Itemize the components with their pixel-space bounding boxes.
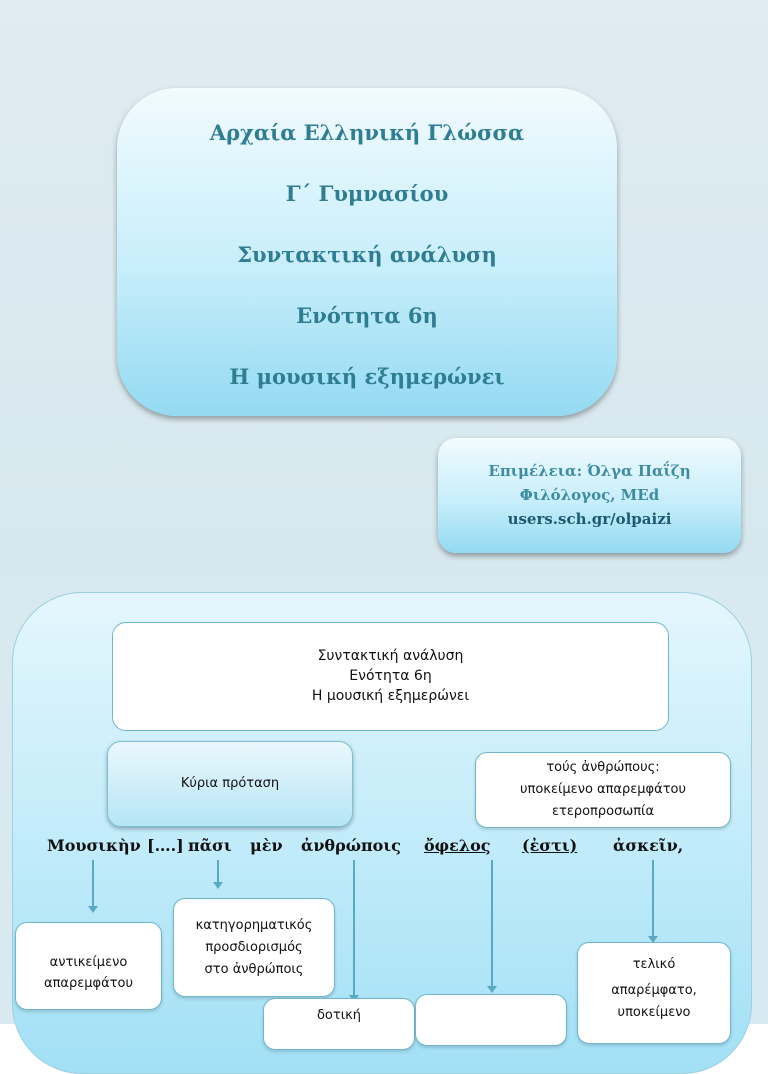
word-ofelos: ὄφελος (424, 836, 491, 855)
analysis-header (112, 622, 669, 731)
telik-line-2: απαρέμφατο, (611, 983, 697, 998)
arrow-head-2 (213, 882, 223, 889)
dotiki-line-1: δοτική (316, 1008, 362, 1023)
arrow-shaft-1 (92, 860, 94, 906)
word-esti: (ἐστι) (522, 836, 578, 855)
tous-line-1: τούς ἀνθρώπους: (546, 760, 660, 775)
header-line-topic: Συντακτική ανάλυση (317, 648, 464, 664)
dative-box (263, 998, 415, 1050)
topic-title: Συντακτική ανάλυση (237, 242, 497, 267)
arrow-shaft-5 (652, 860, 654, 936)
word-anthropois: ἀνθρώποις (301, 836, 401, 855)
telik-line-1: τελικό (632, 957, 676, 972)
antik-line-2: απαρεμφάτου (44, 976, 133, 991)
lesson-title: Η μουσική εξημερώνει (229, 364, 505, 389)
title-box (117, 88, 617, 416)
subject-title: Αρχαία Ελληνική Γλώσσα (209, 120, 525, 145)
word-men: μὲν (250, 836, 283, 855)
arrow-head-4 (487, 986, 497, 993)
tous-line-3: ετεροπροσωπία (551, 804, 655, 819)
word-pasi: πᾶσι (188, 836, 232, 855)
word-gap: [….] (147, 836, 184, 855)
arrow-shaft-3 (353, 860, 355, 995)
arrow-head-1 (88, 906, 98, 913)
object-infinitive-box (15, 922, 162, 1010)
word-mousikin: Μουσικὴν (47, 836, 141, 855)
predicative-box (173, 898, 335, 997)
word-askein: ἀσκεῖν, (613, 836, 684, 855)
unit-title: Ενότητα 6η (296, 303, 438, 328)
antik-line-1: αντικείμενο (49, 955, 128, 970)
final-infinitive-box (577, 942, 731, 1044)
author-website: users.sch.gr/olpaizi (507, 510, 672, 528)
author-role: Φιλόλογος, MEd (519, 486, 660, 504)
arrow-shaft-4 (491, 860, 493, 986)
telik-line-3: υποκείμενο (617, 1005, 691, 1020)
tous-line-2: υποκείμενο απαρεμφάτου (520, 782, 686, 797)
arrow-shaft-2 (217, 860, 219, 882)
subject-infinitive-box (475, 752, 731, 828)
header-line-unit: Ενότητα 6η (349, 668, 432, 684)
author-box (438, 438, 741, 553)
kateg-line-1: κατηγορηματικός (195, 918, 313, 933)
empty-box (415, 994, 567, 1046)
main-clause-box: Κύρια πρόταση (107, 741, 353, 827)
kateg-line-2: προσδιορισμός (205, 940, 303, 955)
author-name: Επιμέλεια: Όλγα Παΐζη (488, 462, 691, 480)
grade-title: Γ΄ Γυμνασίου (285, 181, 449, 206)
header-line-lesson: Η μουσική εξημερώνει (311, 688, 470, 704)
kateg-line-3: στο ἀνθρώποις (204, 962, 304, 977)
